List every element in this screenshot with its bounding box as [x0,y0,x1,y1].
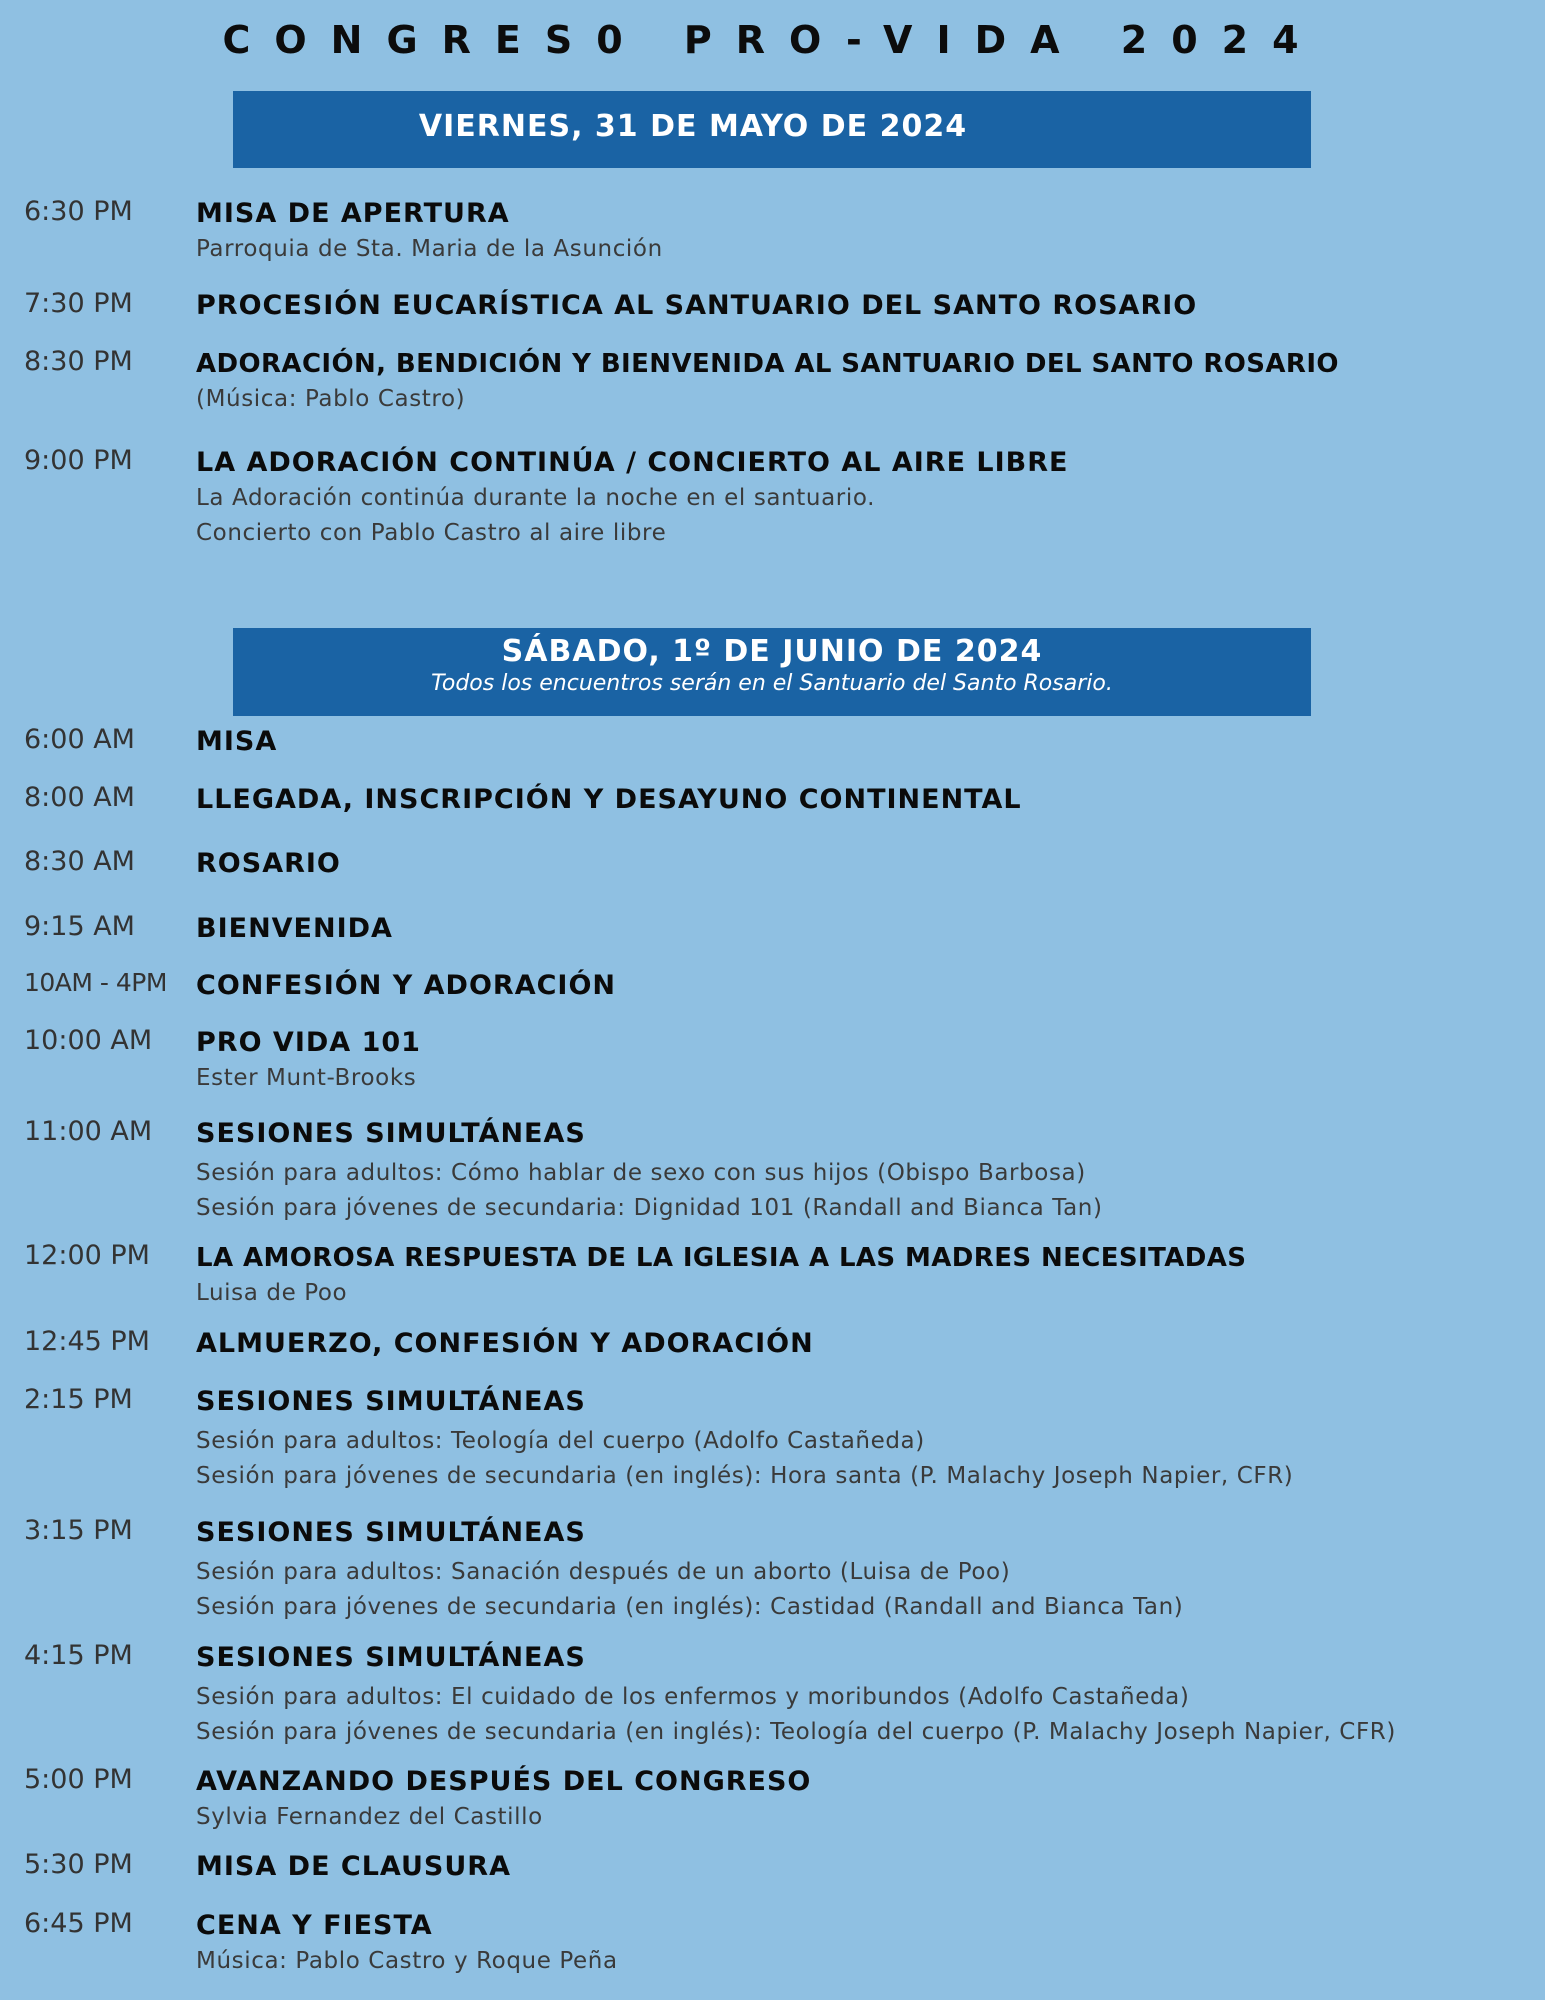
event-detail: Sesión para jóvenes de secundaria (en inglés): Teología del cuerpo (P. Malachy Joseph Napier, CFR) [196,1719,1396,1745]
day1-banner [233,91,1311,168]
event-time: 6:00 AM [24,724,135,755]
event-detail: (Música: Pablo Castro) [196,386,466,412]
event-time: 12:45 PM [24,1326,150,1357]
event-title: LA AMOROSA RESPUESTA DE LA IGLESIA A LAS MADRES NECESITADAS [196,1243,1247,1273]
event-title: AVANZANDO DESPUÉS DEL CONGRESO [196,1766,812,1797]
event-detail: Sesión para adultos: Teología del cuerpo (Adolfo Castañeda) [196,1428,925,1454]
event-detail: Sesión para adultos: Sanación después de un aborto (Luisa de Poo) [196,1559,1011,1585]
event-time: 8:00 AM [24,782,135,813]
event-title: SESIONES SIMULTÁNEAS [196,1118,586,1149]
event-time: 10:00 AM [24,1025,153,1056]
event-time: 8:30 AM [24,846,135,877]
event-time: 7:30 PM [24,288,133,319]
event-detail: La Adoración continúa durante la noche en el santuario. [196,485,875,511]
event-time: 5:30 PM [24,1849,133,1880]
day2-subheading: Todos los encuentros serán en el Santuario del Santo Rosario. [431,671,1113,696]
event-title: ADORACIÓN, BENDICIÓN Y BIENVENIDA AL SANTUARIO DEL SANTO ROSARIO [196,349,1339,379]
event-detail: Concierto con Pablo Castro al aire libre [196,520,667,546]
event-title: ALMUERZO, CONFESIÓN Y ADORACIÓN [196,1328,814,1359]
day2-banner [233,628,1311,716]
event-detail: Sesión para adultos: El cuidado de los enfermos y moribundos (Adolfo Castañeda) [196,1684,1190,1710]
event-time: 6:45 PM [24,1908,133,1939]
event-title: MISA [196,726,278,757]
event-detail: Luisa de Poo [196,1280,348,1306]
event-time: 4:15 PM [24,1640,133,1671]
event-title: SESIONES SIMULTÁNEAS [196,1642,586,1673]
event-detail: Sesión para adultos: Cómo hablar de sexo con sus hijos (Obispo Barbosa) [196,1160,1086,1186]
event-time: 5:00 PM [24,1764,133,1795]
day1-heading: VIERNES, 31 DE MAYO DE 2024 [418,109,968,144]
event-time: 11:00 AM [24,1116,153,1147]
event-title: MISA DE CLAUSURA [196,1851,511,1882]
event-time: 2:15 PM [24,1384,133,1415]
event-title: ROSARIO [196,848,341,879]
event-detail: Sesión para jóvenes de secundaria (en inglés): Hora santa (P. Malachy Joseph Napier, CFR) [196,1463,1294,1489]
event-time: 9:00 PM [24,445,133,476]
event-detail: Música: Pablo Castro y Roque Peña [196,1948,618,1974]
event-detail: Ester Munt-Brooks [196,1065,417,1091]
event-time: 9:15 AM [24,911,135,942]
event-time: 10AM - 4PM [24,968,167,997]
event-title: LLEGADA, INSCRIPCIÓN Y DESAYUNO CONTINENTAL [196,784,1022,815]
event-time: 3:15 PM [24,1515,133,1546]
event-title: SESIONES SIMULTÁNEAS [196,1386,586,1417]
event-title: BIENVENIDA [196,913,393,944]
event-detail: Sesión para jóvenes de secundaria: Dignidad 101 (Randall and Bianca Tan) [196,1195,1103,1221]
event-title: LA ADORACIÓN CONTINÚA / CONCIERTO AL AIRE LIBRE [196,447,1069,478]
event-time: 8:30 PM [24,346,133,377]
event-detail: Sylvia Fernandez del Castillo [196,1804,543,1830]
event-title: MISA DE APERTURA [196,198,510,229]
event-title: PROCESIÓN EUCARÍSTICA AL SANTUARIO DEL SANTO ROSARIO [196,290,1198,321]
event-title: CONFESIÓN Y ADORACIÓN [196,970,617,1001]
event-title: CENA Y FIESTA [196,1910,433,1941]
event-detail: Sesión para jóvenes de secundaria (en inglés): Castidad (Randall and Bianca Tan) [196,1594,1184,1620]
event-time: 12:00 PM [24,1240,150,1271]
event-title: SESIONES SIMULTÁNEAS [196,1517,586,1548]
day2-heading: SÁBADO, 1º DE JUNIO DE 2024 [501,634,1043,669]
page-title: CONGRES0 PRO-VIDA 2024 [222,18,1323,62]
event-time: 6:30 PM [24,196,133,227]
event-title: PRO VIDA 101 [196,1027,421,1058]
event-detail: Parroquia de Sta. Maria de la Asunción [196,236,663,262]
